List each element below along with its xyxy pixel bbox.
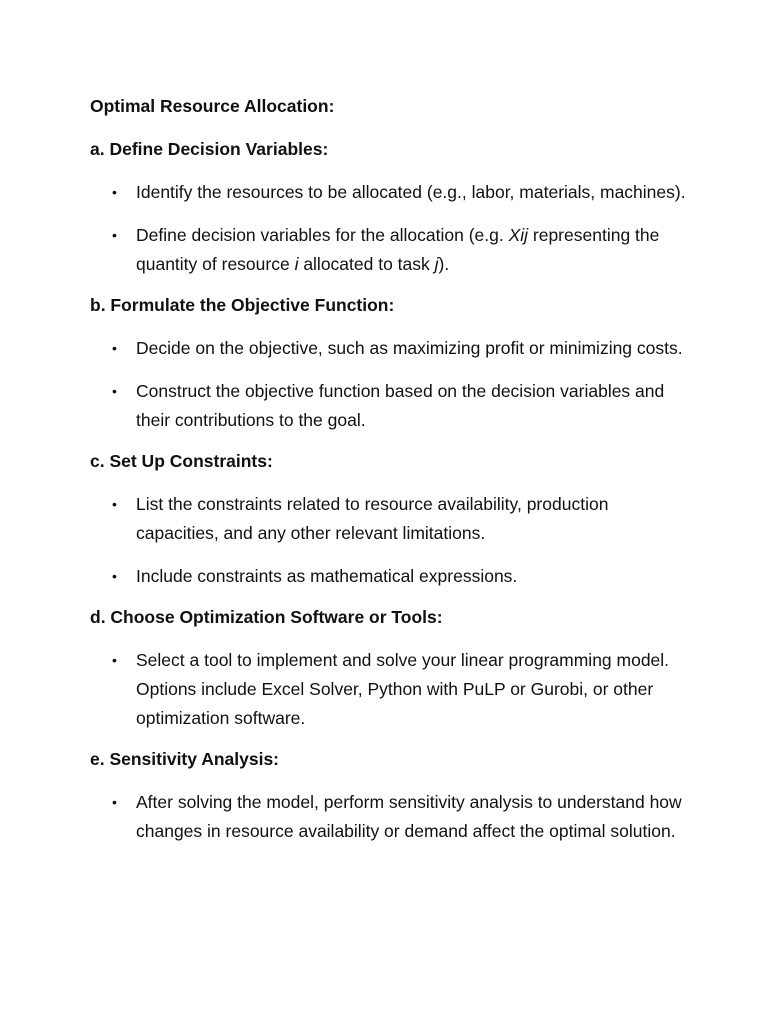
section-heading-b: b. Formulate the Objective Function: (90, 295, 395, 315)
list-item-text: Select a tool to implement and solve your linear programming model. Options include Excel Solver, Python with PuLP or Gurobi, or other optimization software. (136, 650, 670, 728)
section-heading-c: c. Set Up Constraints: (90, 451, 273, 471)
list-item (90, 562, 690, 591)
bullet-icon: • (112, 227, 117, 243)
bullet-icon: • (112, 568, 117, 584)
list-item-text-mid: representing the quantity of resource (136, 225, 660, 274)
list-item (90, 377, 690, 435)
list-item-text: Identify the resources to be allocated (e.g., labor, materials, machines). (136, 182, 686, 202)
section-heading-a: a. Define Decision Variables: (90, 139, 329, 159)
list-item (90, 490, 690, 548)
variable-j: j (434, 254, 439, 274)
list-item-text-post: ). (438, 254, 450, 274)
bullet-list-d (90, 646, 690, 733)
bullet-icon: • (112, 340, 117, 356)
bullet-icon: • (112, 184, 117, 200)
list-item (90, 221, 690, 279)
document-title: Optimal Resource Allocation: (90, 96, 335, 116)
list-item (90, 788, 690, 846)
bullet-icon: • (112, 496, 117, 512)
bullet-list-a (90, 178, 690, 279)
variable-xij: Xij (508, 225, 529, 245)
list-item-text: Construct the objective function based on the decision variables and their contributions to the goal. (136, 381, 665, 430)
bullet-icon: • (112, 652, 117, 668)
list-item-text: Decide on the objective, such as maximizing profit or minimizing costs. (136, 338, 683, 358)
list-item (90, 334, 690, 363)
bullet-list-e (90, 788, 690, 846)
section-heading-d: d. Choose Optimization Software or Tools: (90, 607, 443, 627)
list-item-text: After solving the model, perform sensitivity analysis to understand how changes in resource availability or demand affect the optimal solution. (136, 792, 682, 841)
list-item (90, 178, 690, 207)
bullet-icon: • (112, 383, 117, 399)
list-item-text-mid: allocated to task (298, 254, 435, 274)
variable-i: i (294, 254, 299, 274)
list-item-text-pre: Define decision variables for the allocation (e.g. (136, 225, 509, 245)
list-item-text: Include constraints as mathematical expressions. (136, 566, 518, 586)
bullet-list-b (90, 334, 690, 435)
list-item (90, 646, 690, 733)
list-item-text: List the constraints related to resource availability, production capacities, and any other relevant limitations. (136, 494, 609, 543)
bullet-icon: • (112, 794, 117, 810)
document-page (90, 94, 690, 860)
bullet-list-c (90, 490, 690, 591)
section-heading-e: e. Sensitivity Analysis: (90, 749, 280, 769)
